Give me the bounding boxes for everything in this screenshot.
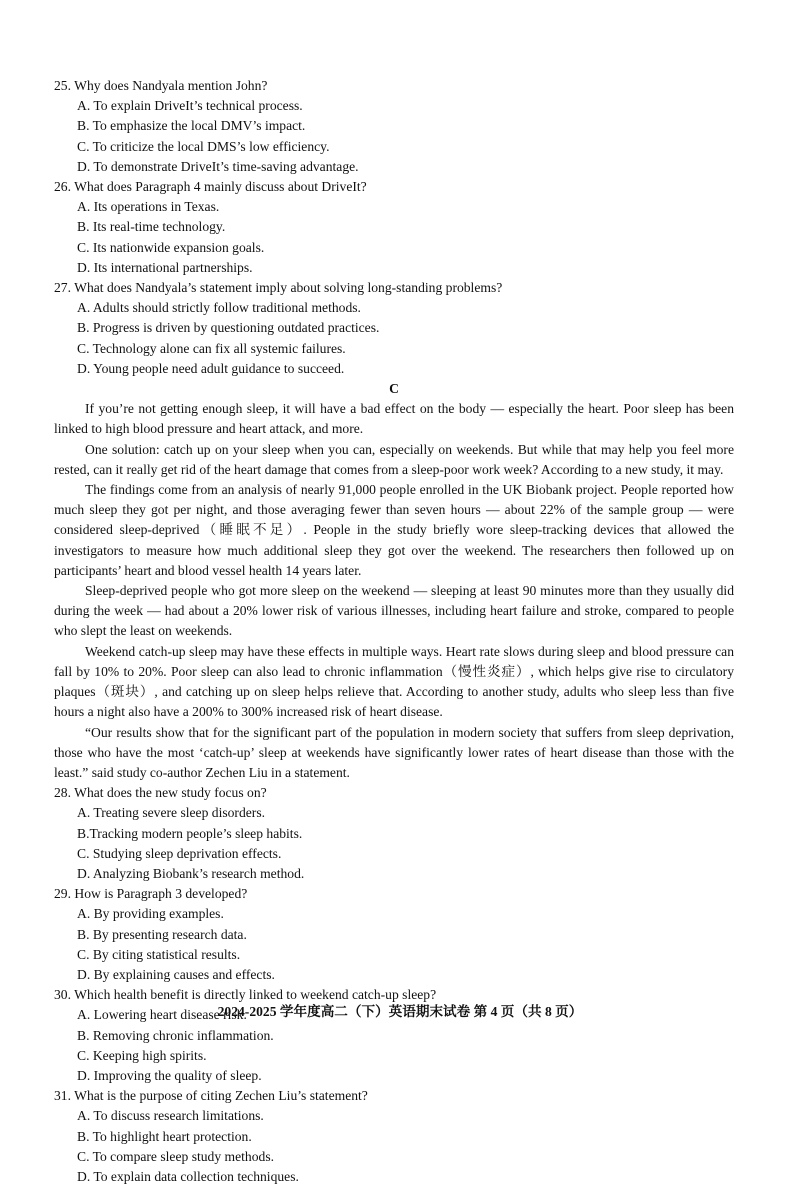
option-31-c: C. To compare sleep study methods.	[77, 1148, 275, 1164]
question-31-options	[54, 1106, 734, 1187]
question-25	[54, 76, 734, 177]
option-27-b: B. Progress is driven by questioning outdated practices.	[77, 320, 380, 336]
question-25-stem: 25. Why does Nandyala mention John?	[54, 78, 268, 93]
option-26-d: D. Its international partnerships.	[77, 259, 253, 275]
question-29-stem: 29. How is Paragraph 3 developed?	[54, 886, 248, 902]
option-27-d: D. Young people need adult guidance to succeed.	[77, 360, 345, 376]
option-29-a: A. By providing examples.	[77, 906, 224, 922]
question-29-options	[54, 904, 734, 985]
question-29	[54, 884, 734, 985]
option-28-c: C. Studying sleep deprivation effects.	[77, 845, 282, 861]
question-26	[54, 177, 734, 278]
option-26-b: B. Its real-time technology.	[77, 219, 226, 235]
passage-paragraph-2: One solution: catch up on your sleep when you can, especially on weekends. But while that may help you feel more rested, can it really get rid of the heart damage that comes from a sleep-poor work week? According to a new study, it may.	[54, 441, 734, 477]
option-28-b: B.Tracking modern people’s sleep habits.	[77, 825, 303, 841]
question-30-stem: 30. Which health benefit is directly linked to weekend catch-up sleep?	[54, 987, 437, 1003]
passage-paragraph-6: “Our results show that for the significant part of the population in modern society that suffers from sleep deprivation, those who have the most ‘catch-up’ sleep at weekends have significantly lower rates of heart disease than those with the least.” said study co-author Zechen Liu in a statement.	[54, 724, 734, 780]
question-27-stem: 27. What does Nandyala’s statement imply about solving long-standing problems?	[54, 280, 503, 296]
option-28-d: D. Analyzing Biobank’s research method.	[77, 865, 305, 881]
option-26-c: C. Its nationwide expansion goals.	[77, 239, 265, 255]
question-31-stem: 31. What is the purpose of citing Zechen Liu’s statement?	[54, 1088, 368, 1104]
passage-paragraph-4: Sleep-deprived people who got more sleep on the weekend — sleeping at least 90 minutes more than they usually did during the week — had about a 20% lower risk of various illnesses, including heart failure and stroke, compared to people who slept the least on weekends.	[54, 583, 734, 639]
option-27-c: C. Technology alone can fix all systemic failures.	[77, 340, 346, 356]
question-27	[54, 278, 734, 379]
question-27-options	[54, 298, 734, 379]
question-28-stem: 28. What does the new study focus on?	[54, 785, 267, 801]
passage-paragraph-1: If you’re not getting enough sleep, it will have a bad effect on the body — especially the heart. Poor sleep has been linked to high blood pressure and heart attack, and more.	[54, 401, 734, 437]
option-31-d: D. To explain data collection techniques.	[77, 1168, 299, 1184]
question-26-options	[54, 197, 734, 278]
question-28	[54, 783, 734, 884]
option-31-b: B. To highlight heart protection.	[77, 1128, 252, 1144]
question-26-stem: 26. What does Paragraph 4 mainly discuss about DriveIt?	[54, 179, 367, 195]
question-25-options	[54, 96, 734, 177]
option-25-c: C. To criticize the local DMS’s low efficiency.	[77, 138, 330, 154]
option-25-d: D. To demonstrate DriveIt’s time-saving advantage.	[77, 158, 359, 174]
option-28-a: A. Treating severe sleep disorders.	[77, 805, 266, 821]
option-29-c: C. By citing statistical results.	[77, 946, 241, 962]
option-27-a: A. Adults should strictly follow traditional methods.	[77, 300, 361, 316]
option-25-b: B. To emphasize the local DMV’s impact.	[77, 118, 306, 134]
question-30	[54, 985, 734, 1086]
question-31	[54, 1086, 734, 1187]
passage-paragraph-3: The findings come from an analysis of nearly 91,000 people enrolled in the UK Biobank project. People reported how much sleep they got per night, and those averaging fewer than seven hours — about 22% of the sample group — were considered sleep-deprived（睡眠不足）. People in the study briefly wore sleep-tracking devices that allowed the investigators to measure how much additional sleep they got over the weekend. The researchers then followed up on participants’ heart and blood vessel health 14 years later.	[54, 482, 734, 578]
page-footer: 2024-2025 学年度高二（下）英语期末试卷 第 4 页（共 8 页）	[217, 1004, 583, 1019]
option-26-a: A. Its operations in Texas.	[77, 199, 220, 215]
section-title-c: C	[389, 381, 399, 397]
passage-paragraph-5: Weekend catch-up sleep may have these effects in multiple ways. Heart rate slows during sleep and blood pressure can fall by 10% to 20%. Poor sleep can also lead to chronic inflammation（慢性炎症）, which helps give rise to circulatory plaques（斑块）, and catching up on sleep helps relieve that. According to another study, adults who sleep less than five hours a night also have a 200% to 300% increased risk of heart disease.	[54, 643, 734, 720]
option-30-a: A. Lowering heart disease risk.	[77, 1007, 247, 1023]
option-29-b: B. By presenting research data.	[77, 926, 247, 942]
option-30-d: D. Improving the quality of sleep.	[77, 1067, 262, 1083]
option-30-c: C. Keeping high spirits.	[77, 1047, 207, 1063]
option-25-a: A. To explain DriveIt’s technical process.	[77, 98, 303, 114]
option-31-a: A. To discuss research limitations.	[77, 1108, 264, 1124]
option-30-b: B. Removing chronic inflammation.	[77, 1027, 274, 1043]
option-29-d: D. By explaining causes and effects.	[77, 966, 275, 982]
question-28-options	[54, 803, 734, 884]
